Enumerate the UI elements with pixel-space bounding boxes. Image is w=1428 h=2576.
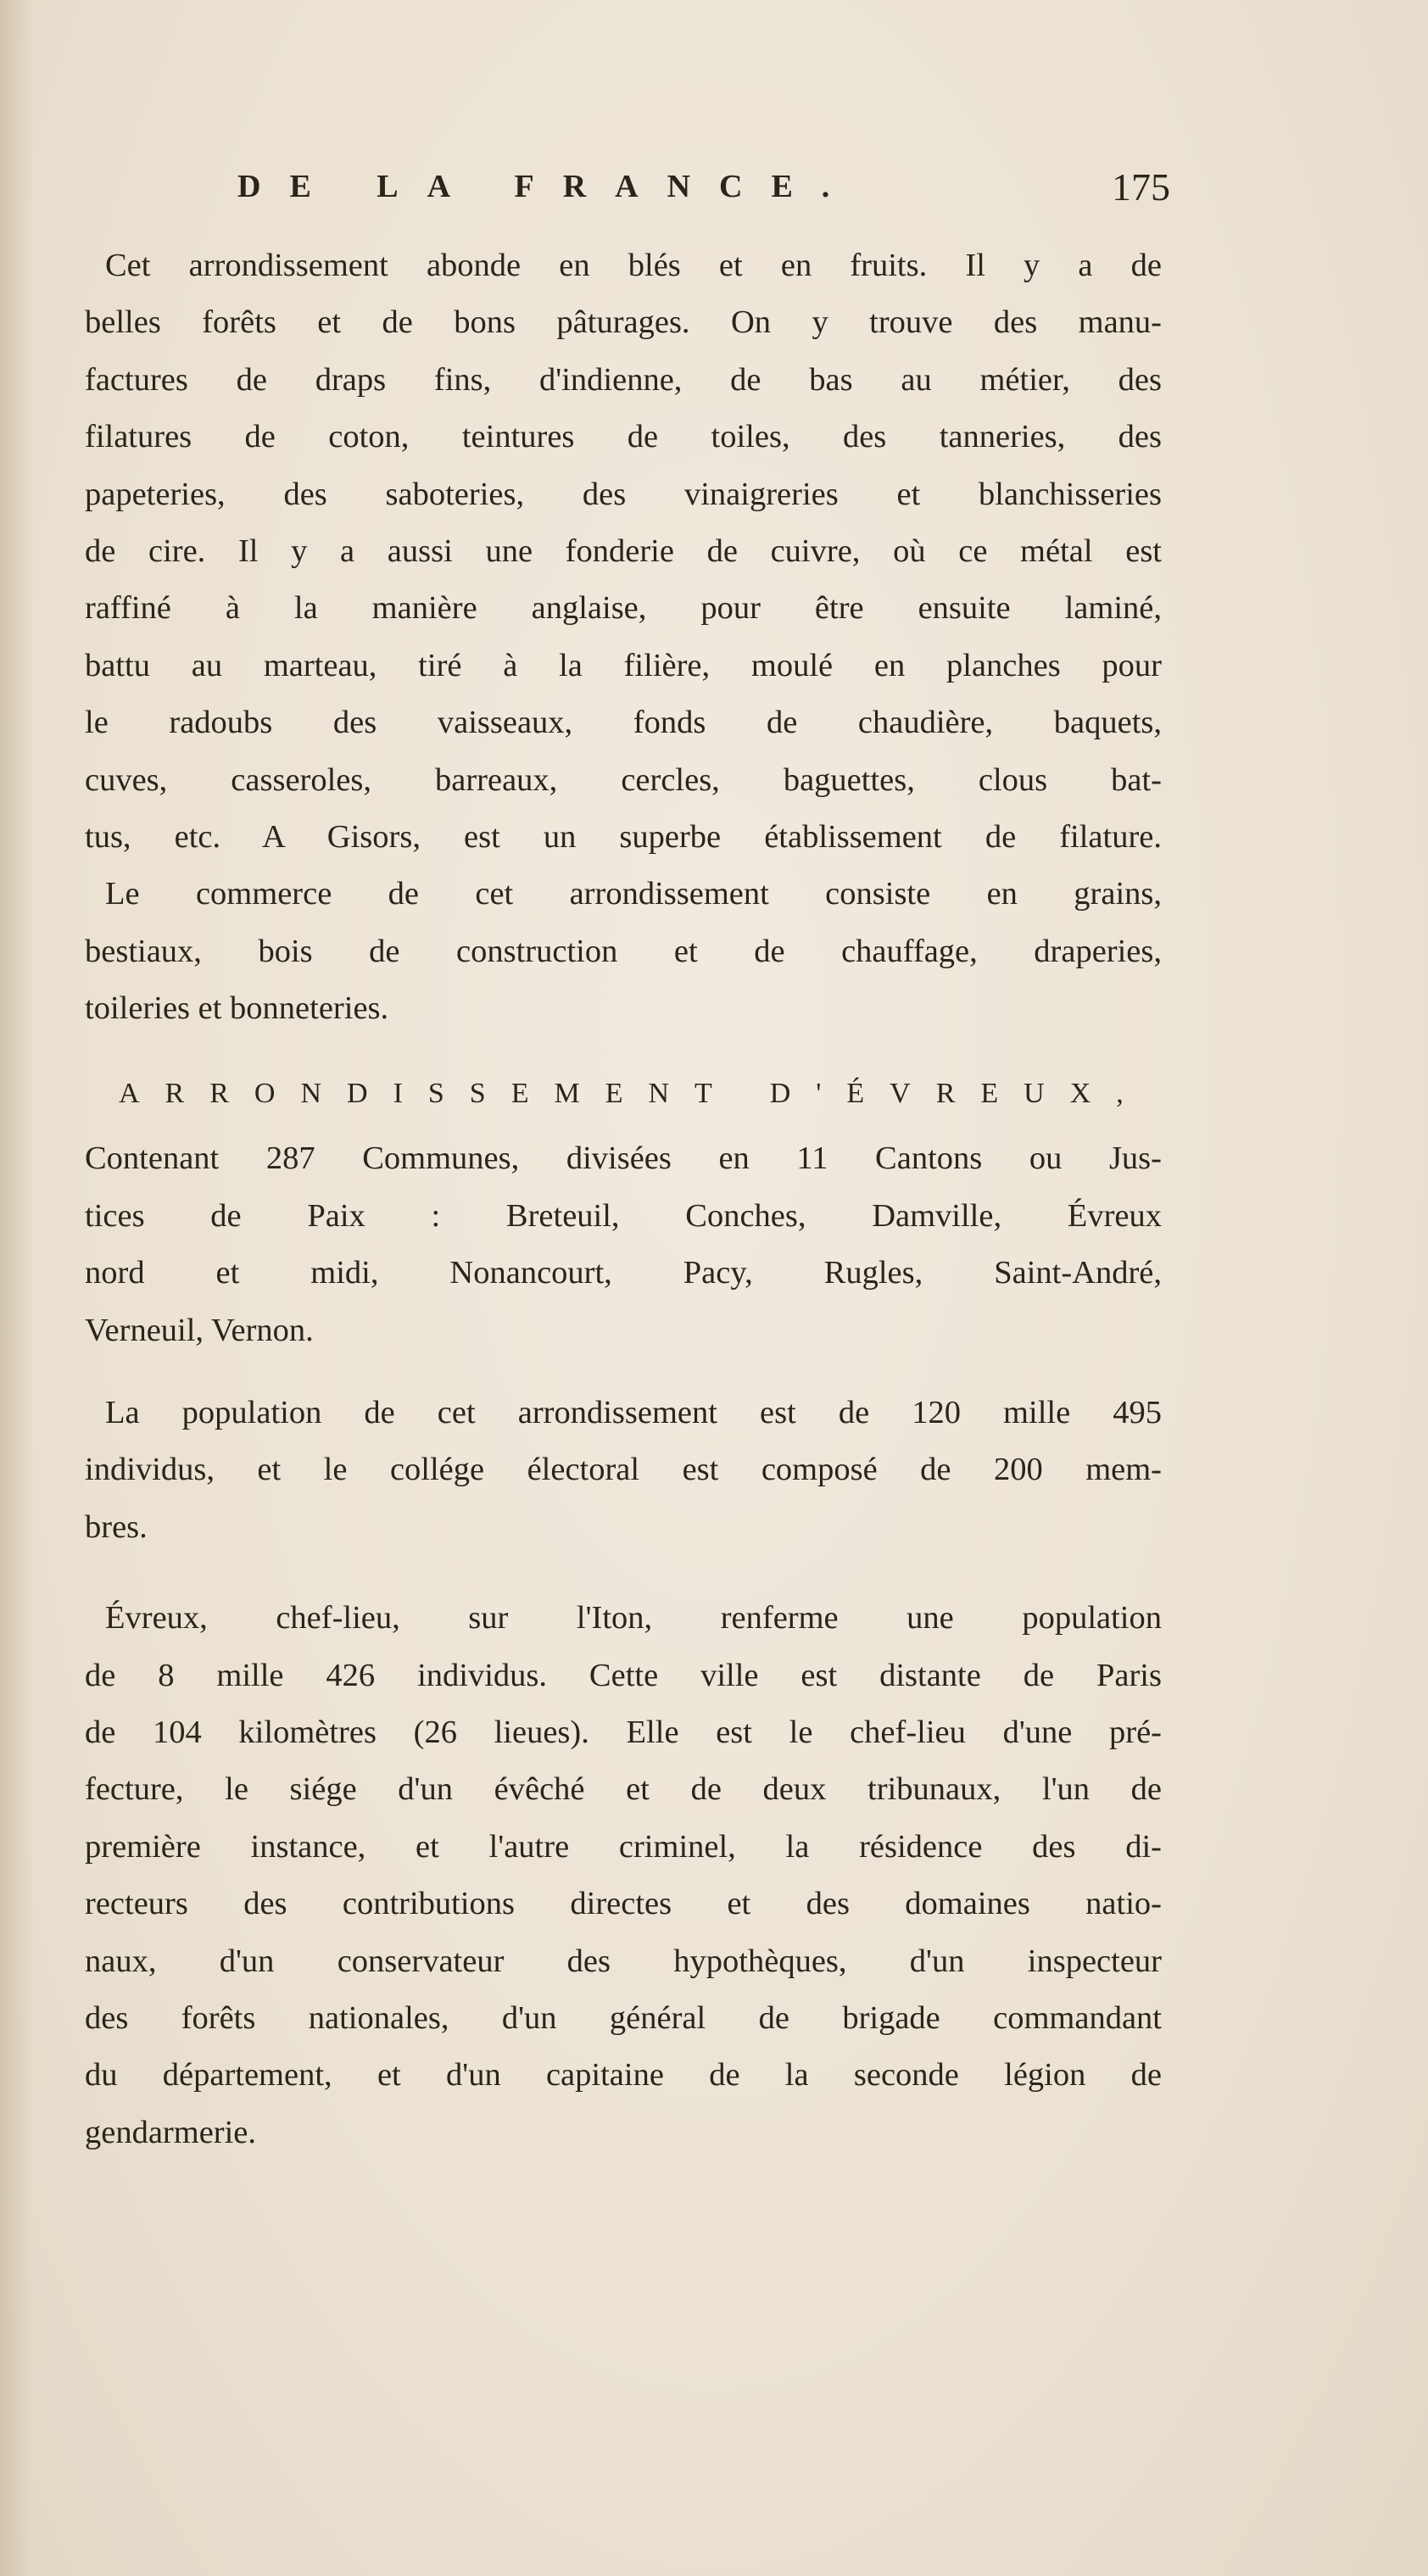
section-title — [85, 1037, 1162, 1130]
text-line: bestiaux, bois de construction et de chauffage, draperies, — [85, 933, 1162, 969]
text-line: de 104 kilomètres (26 lieues). Elle est le chef-lieu d'une pré- — [85, 1714, 1162, 1750]
text-line: du département, et d'un capitaine de la seconde légion de — [85, 2057, 1162, 2094]
text-line: des forêts nationales, d'un général de brigade commandant — [85, 1999, 1162, 2036]
text-line: Cet arrondissement abonde en blés et en fruits. Il y a de — [105, 248, 1162, 283]
text-line: naux, d'un conservateur des hypothèques, d'un inspecteur — [85, 1943, 1162, 1979]
text-line: Évreux, chef-lieu, sur l'Iton, renferme une population — [105, 1600, 1162, 1636]
text-line: gendarmerie. — [85, 2114, 257, 2150]
text-line: filatures de coton, teintures de toiles, des tanneries, des — [85, 419, 1162, 455]
body-text — [85, 237, 1162, 2161]
text-line: Le commerce de cet arrondissement consiste en grains, — [105, 876, 1162, 912]
text-line: belles forêts et de bons pâturages. On y trouve des manu- — [85, 304, 1162, 341]
page-number: 175 — [1112, 165, 1170, 209]
text-line: factures de draps fins, d'indienne, de bas au métier, des — [85, 361, 1162, 398]
text-line: raffiné à la manière anglaise, pour être ensuite laminé, — [85, 590, 1162, 627]
paragraph-spacer — [85, 1359, 1162, 1385]
text-line: battu au marteau, tiré à la filière, moulé en planches pour — [85, 647, 1162, 683]
text-line: nord et midi, Nonancourt, Pacy, Rugles, Saint-André, — [85, 1255, 1162, 1291]
text-line: le radoubs des vaisseaux, fonds de chaudière, baquets, — [85, 705, 1162, 741]
text-line: Contenant 287 Communes, divisées en 11 Cantons ou Jus- — [85, 1140, 1162, 1177]
paragraph-arrondissement-description — [85, 237, 1162, 866]
text-line: papeteries, des saboteries, des vinaigreries et blanchisseries — [85, 476, 1162, 512]
text-line: bres. — [85, 1508, 148, 1545]
text-line: individus, et le collége électoral est composé de 200 mem- — [85, 1452, 1162, 1488]
paragraph-commerce — [85, 866, 1162, 1037]
text-line: de 8 mille 426 individus. Cette ville est distante de Paris — [85, 1657, 1162, 1693]
text-line: cuves, casseroles, barreaux, cercles, baguettes, clous bat- — [85, 761, 1162, 798]
text-line: toileries et bonneteries. — [85, 990, 389, 1027]
paragraph-evreux — [85, 1590, 1162, 2161]
text-line: Verneuil, Vernon. — [85, 1312, 314, 1348]
text-line: La population de cet arrondissement est de 120 mille 495 — [105, 1395, 1162, 1431]
paragraph-population — [85, 1385, 1162, 1556]
text-line: fecture, le siége d'un évêché et de deux tribunaux, l'un de — [85, 1771, 1162, 1808]
text-line: tus, etc. A Gisors, est un superbe établissement de filature. — [85, 818, 1162, 855]
page-gutter-shadow — [0, 0, 34, 2576]
text-line: recteurs des contributions directes et des domaines natio- — [85, 1886, 1162, 1922]
paragraph-spacer — [85, 1556, 1162, 1590]
text-line: tices de Paix : Breteuil, Conches, Damville, Évreux — [85, 1197, 1162, 1234]
section-title-text: ARRONDISSEMENT D'ÉVREUX, — [119, 1078, 1149, 1110]
text-line: première instance, et l'autre criminel, la résidence des di- — [85, 1828, 1162, 1865]
paragraph-cantons — [85, 1130, 1162, 1359]
text-line: de cire. Il y a aussi une fonderie de cuivre, où ce métal est — [85, 532, 1162, 569]
page-header — [237, 165, 1170, 219]
running-head: DE LA FRANCE. — [237, 169, 859, 204]
